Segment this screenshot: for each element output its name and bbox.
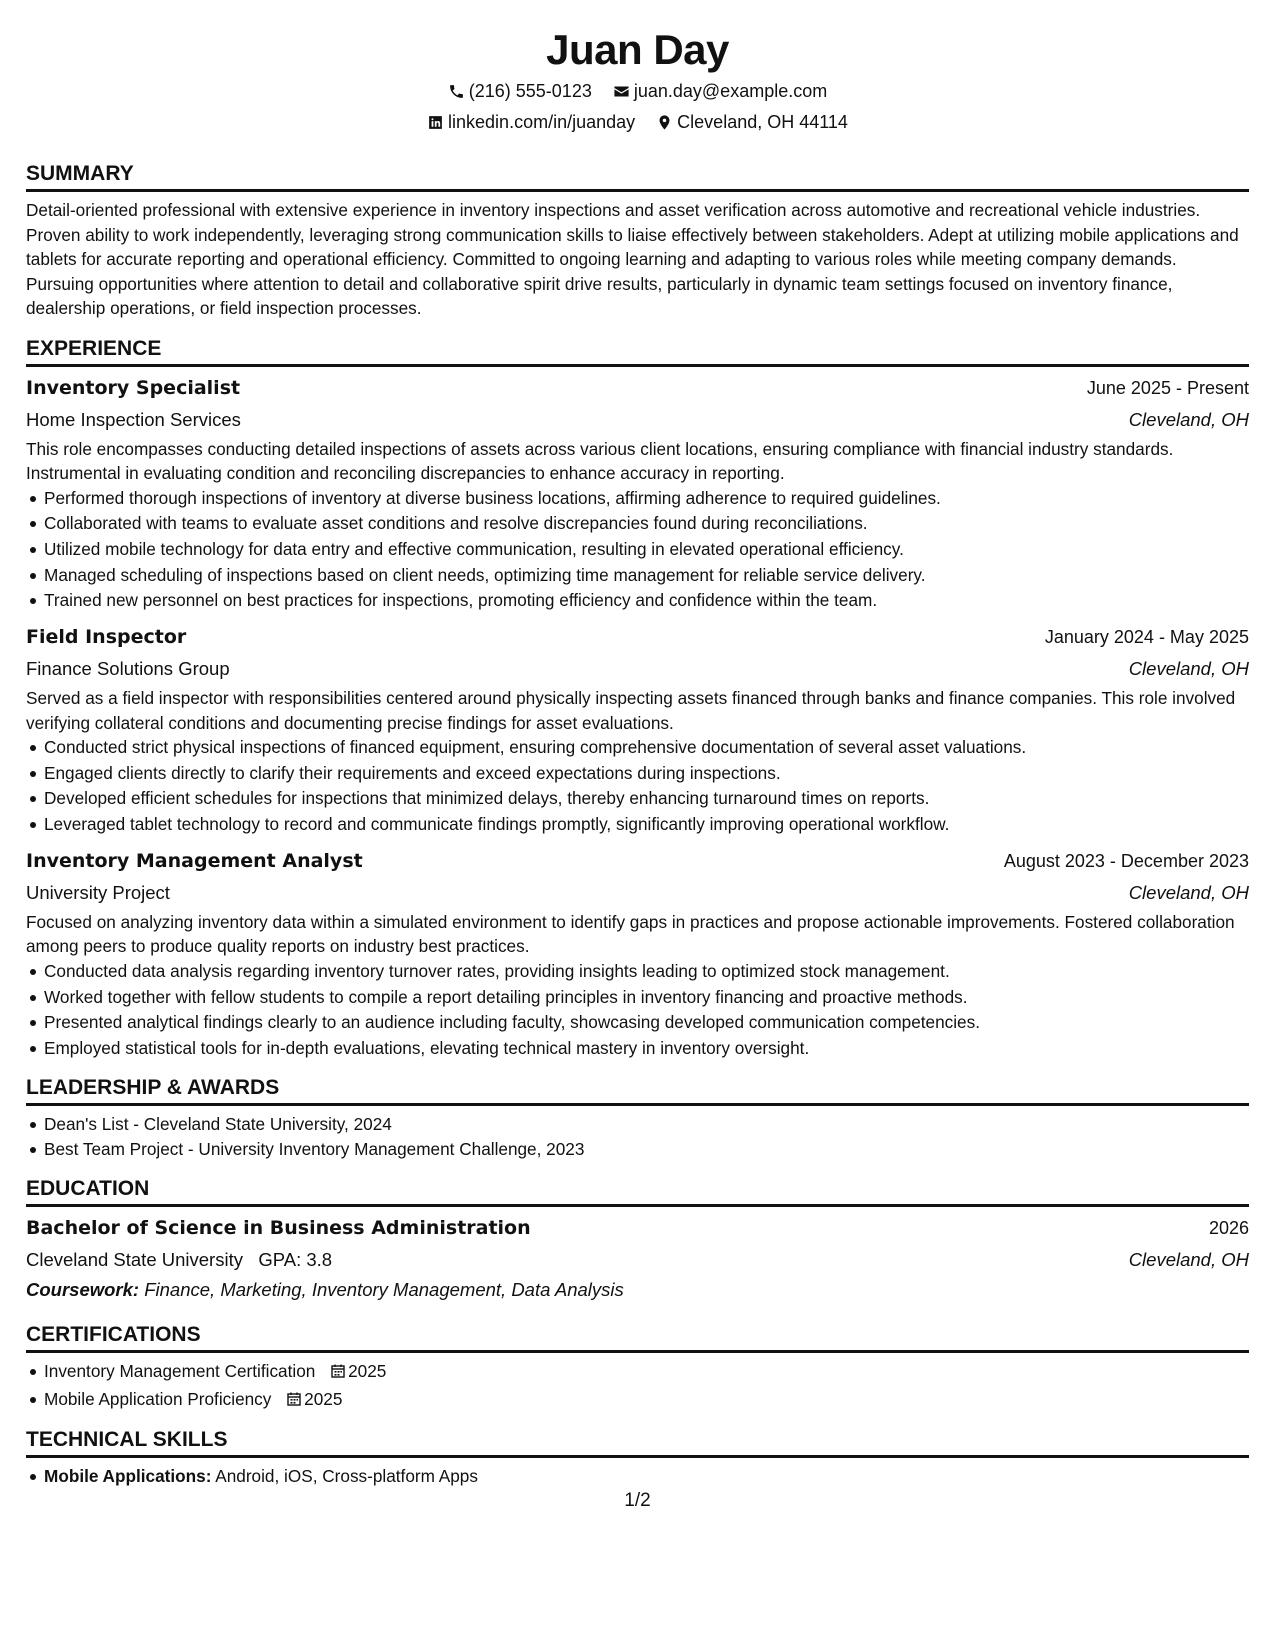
job-header [26, 846, 1249, 877]
job-title: Inventory Management Analyst [26, 849, 363, 872]
school-and-gpa [26, 1244, 332, 1275]
job-company: University Project [26, 881, 170, 903]
job-header [26, 373, 1249, 404]
job-entry [26, 846, 1249, 1062]
gpa: GPA: 3.8 [258, 1249, 333, 1271]
leadership-section [26, 1074, 1249, 1163]
job-company: Home Inspection Services [26, 408, 241, 430]
contact-line-2 [26, 107, 1249, 138]
list-item: Collaborated with teams to evaluate asset conditions and resolve discrepancies found during reconciliations. [44, 511, 1249, 537]
list-item [44, 1359, 1249, 1387]
education-subheader [26, 1244, 1249, 1275]
contact-email[interactable] [613, 76, 827, 107]
phone-text: (216) 555-0123 [468, 81, 592, 101]
contact-line-1 [26, 76, 1249, 107]
candidate-name: Juan Day [546, 26, 729, 73]
list-item: Performed thorough inspections of inventory at diverse business locations, affirming adherence to required guidelines. [44, 486, 1249, 512]
job-company: Finance Solutions Group [26, 658, 230, 680]
job-bullets [26, 486, 1249, 615]
section-title-leadership: LEADERSHIP & AWARDS [26, 1074, 1249, 1106]
job-dates: August 2023 - December 2023 [1003, 850, 1249, 871]
school-name: Cleveland State University [26, 1249, 243, 1271]
job-subheader [26, 404, 1249, 435]
contact-linkedin[interactable] [427, 107, 635, 138]
contact-location [656, 107, 848, 138]
list-item: Presented analytical findings clearly to an audience including faculty, showcasing developed communication competencies. [44, 1010, 1249, 1036]
list-item: Leveraged tablet technology to record and communicate findings promptly, significantly improving operational workflow. [44, 812, 1249, 838]
section-title-certifications: CERTIFICATIONS [26, 1321, 1249, 1353]
job-location: Cleveland, OH [1128, 881, 1249, 903]
coursework-list: Finance, Marketing, Inventory Management, Data Analysis [144, 1279, 624, 1301]
email-text[interactable]: juan.day@example.com [633, 81, 828, 101]
certification-name: Mobile Application Proficiency [44, 1388, 272, 1409]
education-header [26, 1213, 1249, 1244]
list-item: Conducted data analysis regarding inventory turnover rates, providing insights leading to optimized stock management. [44, 959, 1249, 985]
linkedin-icon [427, 114, 444, 131]
job-bullets [26, 959, 1249, 1062]
school-location: Cleveland, OH [1128, 1249, 1249, 1271]
job-entry [26, 373, 1249, 615]
job-description: This role encompasses conducting detailed inspections of assets across various client locations, ensuring compliance with financial industry standards. Instrumental in evaluating condition and reconciling discrepancies to enhance accuracy in reporting. [26, 438, 1174, 483]
resume-page [26, 0, 1249, 1490]
job-description: Focused on analyzing inventory data within a simulated environment to identify gaps in practices and propose actionable improvements. Fostered collaboration among peers to produce quality reports on industry best practices. [26, 911, 1235, 957]
list-item: Trained new personnel on best practices for inspections, promoting efficiency and confidence within the team. [44, 588, 1249, 614]
calendar-icon [330, 1361, 346, 1387]
linkedin-text[interactable]: linkedin.com/in/juanday [448, 112, 636, 132]
certifications-list [26, 1359, 1249, 1414]
section-title-experience: EXPERIENCE [26, 335, 1249, 367]
job-dates: January 2024 - May 2025 [1044, 627, 1249, 648]
list-item: Developed efficient schedules for inspections that minimized delays, thereby enhancing turnaround times on reports. [44, 786, 1249, 812]
section-title-skills: TECHNICAL SKILLS [26, 1426, 1249, 1458]
list-item: Managed scheduling of inspections based on client needs, optimizing time management for reliable service delivery. [44, 563, 1249, 589]
map-pin-icon [656, 114, 673, 131]
certifications-section [26, 1321, 1249, 1414]
job-subheader [26, 877, 1249, 908]
list-item [44, 1387, 1249, 1415]
job-title: Field Inspector [26, 626, 187, 649]
experience-section [26, 335, 1249, 1062]
contact-phone [448, 76, 592, 107]
coursework [26, 1277, 1249, 1303]
skills-section [26, 1426, 1249, 1490]
job-subheader [26, 653, 1249, 684]
list-item: Engaged clients directly to clarify their requirements and exceed expectations during inspections. [44, 761, 1249, 787]
location-text: Cleveland, OH 44114 [677, 112, 848, 132]
certification-year: 2025 [348, 1361, 387, 1382]
skill-value: Android, iOS, Cross-platform Apps [215, 1466, 478, 1487]
coursework-label: Coursework: [26, 1279, 140, 1301]
skills-list [26, 1464, 1249, 1490]
list-item: Utilized mobile technology for data entry and effective communication, resulting in elevated operational efficiency. [44, 537, 1249, 563]
certification-name: Inventory Management Certification [44, 1361, 316, 1382]
list-item: Dean's List - Cleveland State University, 2024 [44, 1112, 1249, 1138]
summary-text: Detail-oriented professional with extensive experience in inventory inspections and asset verification across automotive and recreational vehicle industries. Proven ability to work independently, leveraging strong communication skills to liaise effectively between stakeholders. Adept at utilizing mobile applications and tablets for accurate reporting and operational efficiency. Committed to ongoing learning and adapting to various roles while meeting company demands. Pursuing opportunities where attention to detail and collaborative spirit drive results, particularly in dynamic team settings focused on inventory finance, dealership operations, or field inspection processes. [26, 200, 1239, 318]
section-title-summary: SUMMARY [26, 160, 1249, 192]
list-item: Conducted strict physical inspections of financed equipment, ensuring comprehensive documentation of several asset valuations. [44, 735, 1249, 761]
leadership-list [26, 1112, 1249, 1163]
job-bullets [26, 735, 1249, 838]
job-description: Served as a field inspector with responsibilities centered around physically inspecting assets financed through banks and finance companies. This role involved verifying collateral conditions and documenting precise findings for asset evaluations. [26, 688, 1236, 733]
list-item: Worked together with fellow students to compile a report detailing principles in inventory financing and proactive methods. [44, 985, 1249, 1011]
list-item [44, 1464, 1249, 1490]
page-number: 1/2 [624, 1490, 651, 1511]
calendar-icon [286, 1389, 302, 1415]
education-section [26, 1175, 1249, 1303]
job-location: Cleveland, OH [1128, 408, 1249, 430]
job-title: Inventory Specialist [26, 376, 241, 399]
degree: Bachelor of Science in Business Administration [26, 1217, 531, 1240]
section-title-education: EDUCATION [26, 1175, 1249, 1207]
list-item: Employed statistical tools for in-depth evaluations, elevating technical mastery in inventory oversight. [44, 1036, 1249, 1062]
skill-label: Mobile Applications: [44, 1466, 212, 1487]
graduation-year: 2026 [1208, 1218, 1249, 1239]
job-location: Cleveland, OH [1128, 658, 1249, 680]
envelope-icon [613, 83, 630, 100]
list-item: Best Team Project - University Inventory Management Challenge, 2023 [44, 1137, 1249, 1163]
job-header [26, 622, 1249, 653]
certification-year: 2025 [304, 1388, 343, 1409]
job-entry [26, 622, 1249, 838]
summary-section [26, 160, 1249, 321]
phone-icon [448, 83, 465, 100]
job-dates: June 2025 - Present [1086, 377, 1249, 398]
